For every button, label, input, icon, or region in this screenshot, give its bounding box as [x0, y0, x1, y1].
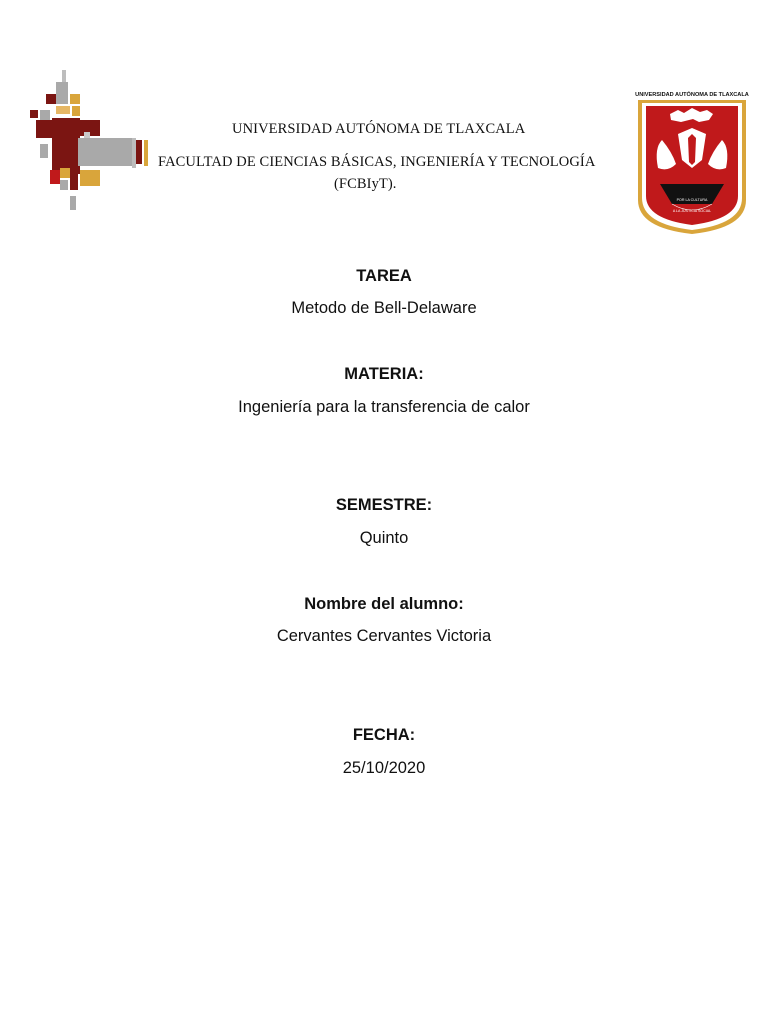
crest-title: UNIVERSIDAD AUTÓNOMA DE TLAXCALA — [635, 92, 749, 98]
svg-text:A LA JUSTICIA SOCIAL: A LA JUSTICIA SOCIAL — [672, 209, 712, 213]
university-crest — [632, 88, 752, 236]
university-name: UNIVERSIDAD AUTÓNOMA DE TLAXCALA — [232, 121, 526, 137]
date-value: 25/10/2020 — [342, 759, 426, 777]
subject-value: Ingeniería para la transferencia de calor — [238, 398, 530, 416]
task-value: Metodo de Bell-Delaware — [291, 299, 477, 317]
task-label: TAREA — [356, 267, 412, 285]
date-label: FECHA: — [352, 726, 416, 744]
student-name-label: Nombre del alumno: — [304, 595, 464, 613]
semester-label: SEMESTRE: — [335, 496, 433, 514]
faculty-name: FACULTAD DE CIENCIAS BÁSICAS, INGENIERÍA Y TECNOLOGÍA — [158, 154, 596, 170]
svg-text:POR LA CULTURA: POR LA CULTURA — [676, 198, 708, 202]
subject-label: MATERIA: — [344, 365, 424, 383]
student-name-value: Cervantes Cervantes Victoria — [276, 627, 492, 645]
faculty-abbreviation: (FCBIyT). — [334, 176, 397, 192]
semester-value: Quinto — [359, 529, 409, 547]
faculty-logo — [26, 70, 150, 212]
